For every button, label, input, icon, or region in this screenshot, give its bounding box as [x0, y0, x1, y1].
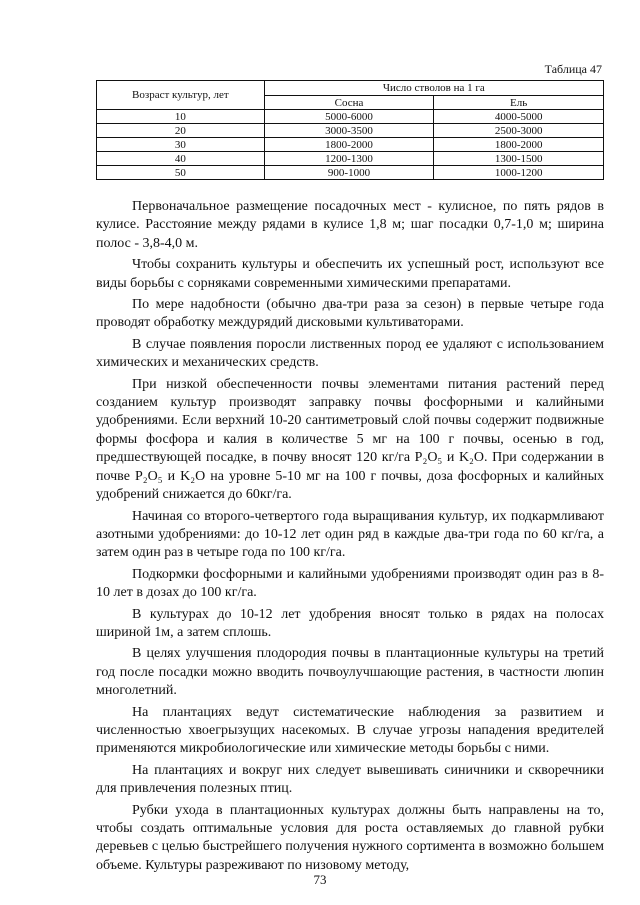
cell-pine: 3000-3500 [264, 124, 434, 138]
paragraph: В культурах до 10-12 лет удобрения вносят только в рядах на полосах шириной 1м, а затем сплошь. [96, 606, 604, 640]
paragraph: Начиная со второго-четвертого года выращивания культур, их подкармливают азотными удобрениями: до 10-12 лет один ряд в каждые два-три года по 60 кг/га, а затем один раз в четыре года по 100 кг/га. [96, 508, 604, 561]
paragraph: Рубки ухода в плантационных культурах должны быть направлены на то, чтобы создать оптимальные условия для роста оставляемых до главной рубки деревьев с целью быстрейшего получения нужного сортимента в возможно большем объеме. Культуры разреживают по низовому методу, [96, 802, 604, 873]
cell-age: 30 [97, 138, 265, 152]
cell-pine: 900-1000 [264, 166, 434, 180]
header-pine: Сосна [264, 96, 434, 110]
cell-spruce: 2500-3000 [434, 124, 604, 138]
table-row [97, 110, 604, 124]
cell-pine: 5000-6000 [264, 110, 434, 124]
cell-spruce: 1800-2000 [434, 138, 604, 152]
table-row [97, 124, 604, 138]
header-spruce: Ель [434, 96, 604, 110]
cell-age: 40 [97, 152, 265, 166]
cell-pine: 1200-1300 [264, 152, 434, 166]
header-age: Возраст культур, лет [97, 81, 265, 110]
paragraph: По мере надобности (обычно два-три раза за сезон) в первые четыре года проводят обработку междурядий дисковыми культиваторами. [96, 297, 604, 331]
header-stems-group: Число стволов на 1 га [264, 81, 603, 96]
body-text [96, 198, 604, 875]
stems-per-hectare-table [96, 80, 604, 180]
cell-age: 10 [97, 110, 265, 124]
cell-spruce: 1300-1500 [434, 152, 604, 166]
paragraph: Подкормки фосфорными и калийными удобрениями производят один раз в 8-10 лет в дозах до 100 кг/га. [96, 566, 604, 601]
paragraph: В случае появления поросли лиственных пород ее удаляют с использованием химических и механических средств. [96, 336, 604, 371]
table-caption: Таблица 47 [544, 62, 602, 76]
paragraph: На плантациях и вокруг них следует вывешивать синичники и скворечники для привлечения полезных птиц. [96, 762, 604, 797]
paragraph: В целях улучшения плодородия почвы в плантационные культуры на третий год после посадки можно вводить почвоулучшающие растения, в частности люпин многолетний. [96, 646, 604, 699]
paragraph: Чтобы сохранить культуры и обеспечить их успешный рост, используют все виды борьбы с сорняками современными химическими препаратами. [96, 257, 604, 291]
paragraph: При низкой обеспеченности почвы элементами питания растений перед созданием культур производят заправку почвы фосфорными и калийными удобрениями. Если верхний 10-20 сантиметровый слой почвы содержит подвижные формы фосфора и калия в количестве 5 мг на 100 г почвы, осенью в год, предшествующей посадке, в почву вносят 120 кг/га P₂O₅ и K₂O. При содержании в почве P₂O₅ и K₂O на уровне 5-10 мг на 100 г почвы, доза фосфорных и калийных удобрений снижается до 60кг/га. [96, 376, 604, 503]
cell-spruce: 1000-1200 [434, 166, 604, 180]
table-row [97, 166, 604, 180]
table-row [97, 152, 604, 166]
cell-age: 50 [97, 166, 265, 180]
page-number: 73 [313, 872, 327, 887]
cell-pine: 1800-2000 [264, 138, 434, 152]
paragraph: Первоначальное размещение посадочных мест - кулисное, по пять рядов в кулисе. Расстояние между рядами в кулисе 1,8 м; шаг посадки 0,7-1,0 м; ширина полос - 3,8-4,0 м. [96, 199, 604, 251]
table-row [97, 138, 604, 152]
cell-spruce: 4000-5000 [434, 110, 604, 124]
cell-age: 20 [97, 124, 265, 138]
paragraph: На плантациях ведут систематические наблюдения за развитием и численностью хвоегрызущих насекомых. В случае угрозы нападения вредителей применяются микробиологические или химические методы борьбы с ними. [96, 704, 604, 757]
